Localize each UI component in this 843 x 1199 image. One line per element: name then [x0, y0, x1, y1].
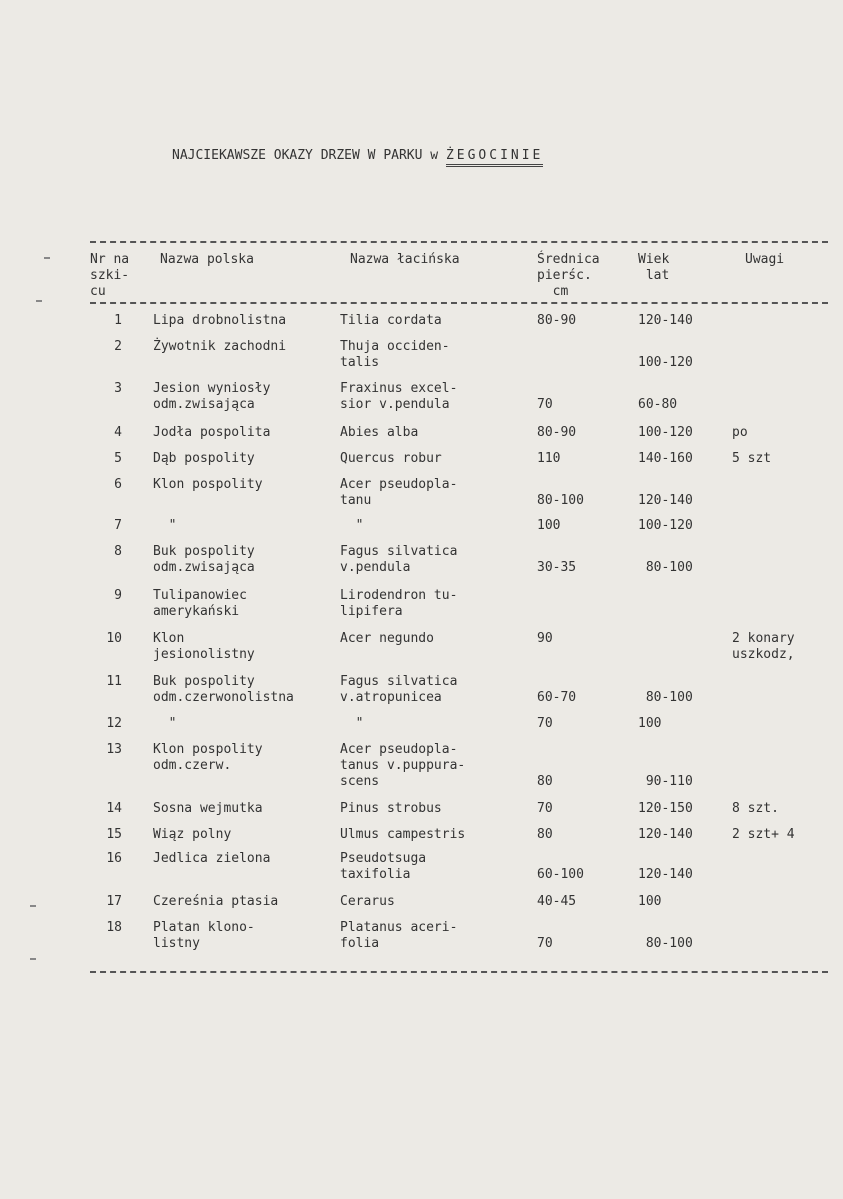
- margin-mark: [44, 257, 50, 259]
- diameter-value: 90: [537, 631, 553, 646]
- polish-name: Platan klono- listny: [153, 920, 255, 951]
- top-divider: [90, 241, 828, 243]
- notes-value: 8 szt.: [732, 801, 779, 816]
- polish-name: Tulipanowiec amerykański: [153, 588, 247, 619]
- latin-name: Fagus silvatica v.atropunicea: [340, 674, 458, 705]
- diameter-value: 80: [537, 774, 553, 789]
- age-value: 60-80: [638, 397, 678, 412]
- latin-name: Ulmus campestris: [340, 827, 466, 842]
- polish-name: Klon pospolity odm.czerw.: [153, 742, 263, 773]
- polish-name: Dąb pospolity: [153, 451, 255, 466]
- header-divider: [90, 302, 828, 304]
- diameter-value: 100: [537, 518, 561, 533]
- diameter-value: 70: [537, 936, 553, 951]
- latin-name: Acer pseudopla- tanu: [340, 477, 458, 508]
- row-number: 18: [106, 920, 122, 935]
- diameter-value: 70: [537, 397, 553, 412]
- row-number: 16: [106, 851, 122, 866]
- diameter-value: 70: [537, 716, 553, 731]
- margin-mark: [30, 905, 36, 907]
- header-notes: Uwagi: [745, 252, 785, 267]
- diameter-value: 110: [537, 451, 561, 466]
- title-place: ŻEGOCINIE: [446, 148, 543, 167]
- age-value: 120-140: [638, 827, 693, 842]
- polish-name: Żywotnik zachodni: [153, 339, 287, 354]
- latin-name: Pseudotsuga taxifolia: [340, 851, 427, 882]
- notes-value: 2 konary uszkodz,: [732, 631, 795, 662]
- margin-mark: [30, 958, 36, 960]
- polish-name: Klon pospolity: [153, 477, 263, 492]
- notes-value: 5 szt: [732, 451, 772, 466]
- notes-value: po: [732, 425, 748, 440]
- polish-name: Klon jesionolistny: [153, 631, 255, 662]
- latin-name: Acer pseudopla- tanus v.puppura- scens: [340, 742, 466, 789]
- diameter-value: 70: [537, 801, 553, 816]
- margin-mark: [36, 300, 42, 302]
- age-value: 120-140: [638, 493, 693, 508]
- age-value: 100-120: [638, 518, 693, 533]
- row-number: 6: [114, 477, 122, 492]
- row-number: 10: [106, 631, 122, 646]
- row-number: 7: [114, 518, 122, 533]
- latin-name: Acer negundo: [340, 631, 434, 646]
- latin-name: Platanus aceri- folia: [340, 920, 458, 951]
- header-latin-name: Nazwa łacińska: [350, 252, 460, 267]
- diameter-value: 80-90: [537, 425, 577, 440]
- latin-name: Lirodendron tu- lipifera: [340, 588, 458, 619]
- diameter-value: 80: [537, 827, 553, 842]
- row-number: 3: [114, 381, 122, 396]
- age-value: 100: [638, 716, 662, 731]
- polish-name: Jedlica zielona: [153, 851, 271, 866]
- polish-name: Wiąz polny: [153, 827, 232, 842]
- age-value: 80-100: [645, 560, 693, 575]
- age-value: 100: [638, 894, 662, 909]
- row-number: 15: [106, 827, 122, 842]
- row-number: 12: [106, 716, 122, 731]
- row-number: 5: [114, 451, 122, 466]
- latin-name: ": [340, 716, 364, 731]
- header-diameter: Średnica pierśc. cm: [537, 252, 600, 299]
- header-nr: Nr na szki- cu: [90, 252, 130, 299]
- polish-name: Jesion wyniosły odm.zwisająca: [153, 381, 271, 412]
- latin-name: Tilia cordata: [340, 313, 442, 328]
- age-value: 80-100: [645, 690, 693, 705]
- polish-name: Czereśnia ptasia: [153, 894, 279, 909]
- latin-name: Fraxinus excel- sior v.pendula: [340, 381, 458, 412]
- diameter-value: 30-35: [537, 560, 577, 575]
- age-value: 120-140: [638, 313, 693, 328]
- diameter-value: 60-70: [537, 690, 577, 705]
- row-number: 14: [106, 801, 122, 816]
- polish-name: ": [153, 716, 177, 731]
- age-value: 100-120: [638, 355, 693, 370]
- age-value: 140-160: [638, 451, 693, 466]
- polish-name: Buk pospolity odm.zwisająca: [153, 544, 255, 575]
- age-value: 100-120: [638, 425, 693, 440]
- header-age: Wiek lat: [638, 252, 670, 283]
- row-number: 2: [114, 339, 122, 354]
- latin-name: Cerarus: [340, 894, 395, 909]
- diameter-value: 80-100: [537, 493, 584, 508]
- age-value: 120-150: [638, 801, 693, 816]
- latin-name: Pinus strobus: [340, 801, 442, 816]
- diameter-value: 40-45: [537, 894, 577, 909]
- row-number: 13: [106, 742, 122, 757]
- notes-value: 2 szt+ 4: [732, 827, 795, 842]
- latin-name: Quercus robur: [340, 451, 442, 466]
- document-title: [172, 148, 543, 163]
- polish-name: Buk pospolity odm.czerwonolistna: [153, 674, 294, 705]
- latin-name: Fagus silvatica v.pendula: [340, 544, 458, 575]
- polish-name: Sosna wejmutka: [153, 801, 263, 816]
- row-number: 9: [114, 588, 122, 603]
- diameter-value: 60-100: [537, 867, 584, 882]
- age-value: 80-100: [645, 936, 693, 951]
- polish-name: ": [153, 518, 177, 533]
- bottom-divider: [90, 971, 828, 973]
- latin-name: ": [340, 518, 364, 533]
- header-polish-name: Nazwa polska: [160, 252, 254, 267]
- diameter-value: 80-90: [537, 313, 577, 328]
- age-value: 120-140: [638, 867, 693, 882]
- row-number: 8: [114, 544, 122, 559]
- row-number: 4: [114, 425, 122, 440]
- row-number: 11: [106, 674, 122, 689]
- polish-name: Jodła pospolita: [153, 425, 271, 440]
- age-value: 90-110: [645, 774, 693, 789]
- polish-name: Lipa drobnolistna: [153, 313, 287, 328]
- title-text: NAJCIEKAWSZE OKAZY DRZEW W PARKU w: [172, 148, 439, 163]
- row-number: 1: [114, 313, 122, 328]
- row-number: 17: [106, 894, 122, 909]
- latin-name: Thuja occiden- talis: [340, 339, 450, 370]
- latin-name: Abies alba: [340, 425, 419, 440]
